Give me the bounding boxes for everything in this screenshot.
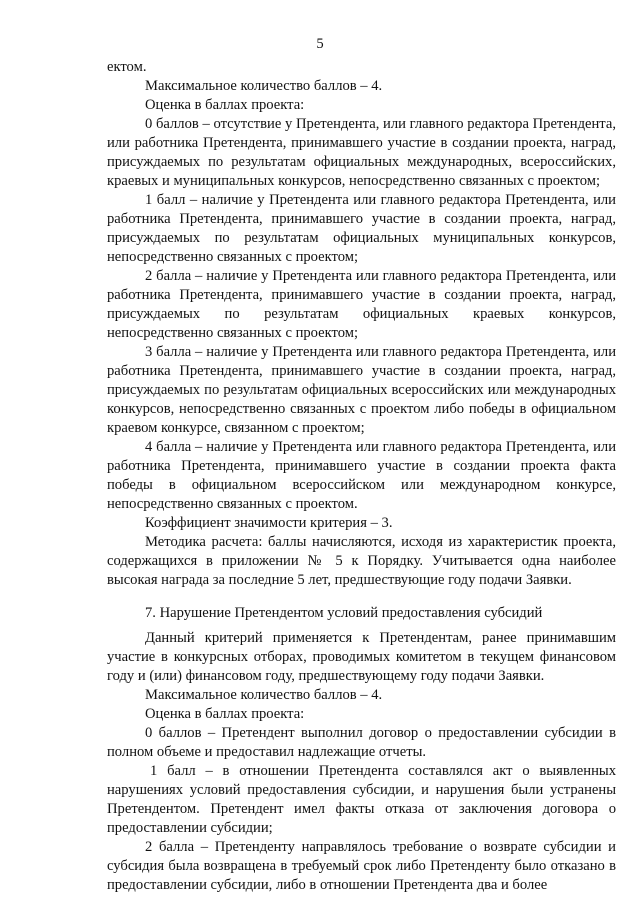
paragraph-continuation: ектом. <box>107 59 147 75</box>
coefficient-line: Коэффициент значимости критерия – 3. <box>145 515 393 531</box>
score-3-paragraph: 3 балла – наличие у Претендента или главного редактора Претендента, или работника Претендента, принимавшего участие в создании проекта, наград, присуждаемых по результатам официальных всероссийских или международных конкурсов, непосредственно связанных с проектом либо победы в официальном краевом конкурсе, связанном с проектом; <box>107 344 616 436</box>
score-0-paragraph: 0 баллов – отсутствие у Претендента, или главного редактора Претендента, или работника Претендента, принимавшего участие в создании проекта, наград, присуждаемых по результатам официальных международных, всероссийских, краевых и муниципальных конкурсов, непосредственно связанных с проектом; <box>107 116 616 189</box>
score-1-paragraph: 1 балл – наличие у Претендента или главного редактора Претендента, или работника Претендента, принимавшего участие в создании проекта, наград, присуждаемых по результатам официальных муниципальных конкурсов, непосредственно связанных с проектом; <box>107 192 616 265</box>
criterion-paragraph: Данный критерий применяется к Претендентам, ранее принимавшим участие в конкурсных отборах, проводимых комитетом в текущем финансовом году и (или) финансовом году, предшествующему году подачи Заявки. <box>107 630 616 684</box>
score-0-paragraph-2: 0 баллов – Претендент выполнил договор о предоставлении субсидии в полном объеме и предоставил надлежащие отчеты. <box>107 725 616 760</box>
method-paragraph: Методика расчета: баллы начисляются, исходя из характеристик проекта, содержащихся в приложении № 5 к Порядку. Учитывается одна наиболее высокая награда за последние 5 лет, предшествующие году подачи Заявки. <box>107 534 616 588</box>
score-heading-2: Оценка в баллах проекта: <box>145 706 305 722</box>
document-body <box>107 58 616 895</box>
score-2-paragraph: 2 балла – наличие у Претендента или главного редактора Претендента, или работника Претендента, принимавшего участие в создании проекта, наград, присуждаемых по результатам официальных краевых конкурсов, непосредственно связанных с проектом; <box>107 268 616 341</box>
section-heading: 7. Нарушение Претендентом условий предоставления субсидий <box>145 605 543 621</box>
score-2-paragraph-2: 2 балла – Претенденту направлялось требование о возврате субсидии и субсидия была возвращена в требуемый срок либо Претенденту было отказано в предоставлении субсидии, либо в отношении Претендента два и более <box>107 839 616 893</box>
score-4-paragraph: 4 балла – наличие у Претендента или главного редактора Претендента, или работника Претендента, принимавшего участие в создании проекта факта победы в официальном всероссийском или международном конкурсе, непосредственно связанных с проектом. <box>107 439 616 512</box>
max-score-line: Максимальное количество баллов – 4. <box>145 78 383 94</box>
max-score-line-2: Максимальное количество баллов – 4. <box>145 687 383 703</box>
score-1-paragraph-2: 1 балл – в отношении Претендента составлялся акт о выявленных нарушениях условий предоставления субсидии, и нарушения были устранены Претендентом. Претендент имел факты отказа от заключения договора о предоставлении субсидии; <box>107 763 616 836</box>
page-number: 5 <box>316 36 324 52</box>
score-heading: Оценка в баллах проекта: <box>145 97 305 113</box>
